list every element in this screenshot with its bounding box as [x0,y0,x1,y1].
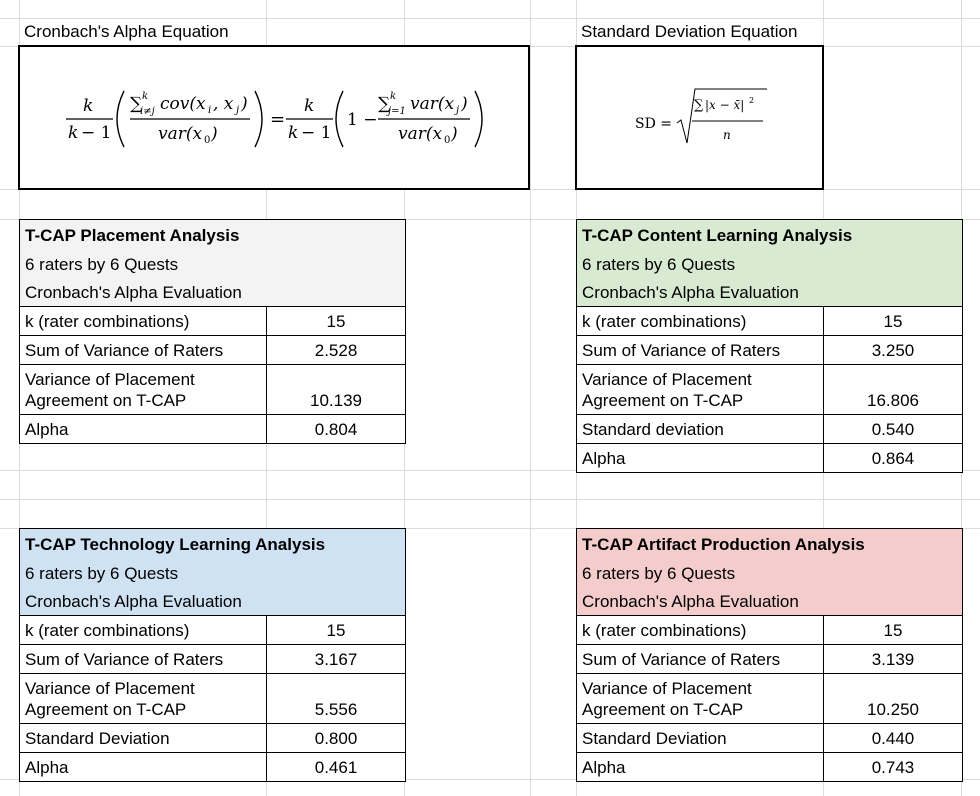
svg-text:=: = [270,109,286,130]
row-label: Standard Deviation [577,724,824,753]
svg-text:cov(x: cov(x [160,94,206,114]
svg-text:k: k [304,96,315,116]
row-value: 10.139 [267,365,406,415]
row-label-line1: Variance of Placement [25,370,195,389]
svg-text:): ) [461,94,468,114]
row-value: 3.139 [824,645,963,674]
svg-text:0: 0 [444,135,451,146]
row-label-line1: Variance of Placement [582,679,752,698]
row-label-line2: Agreement on T-CAP [582,700,744,719]
row-label: Standard Deviation [20,724,267,753]
svg-text:i≠j: i≠j [140,106,155,117]
svg-text:j: j [456,105,460,116]
table-method: Cronbach's Alpha Evaluation [577,278,963,307]
row-value: 0.540 [824,415,963,444]
svg-text:0: 0 [204,135,211,146]
row-label: Sum of Variance of Raters [20,336,267,365]
svg-text:∑: ∑ [130,94,143,114]
row-label [20,674,267,724]
table-method: Cronbach's Alpha Evaluation [20,587,406,616]
row-label: k (rater combinations) [20,307,267,336]
svg-text:k: k [288,123,299,143]
svg-text:− 1: − 1 [81,123,112,143]
row-label: k (rater combinations) [577,616,824,645]
row-value: 15 [824,307,963,336]
svg-text:var(x: var(x [398,124,443,144]
table-subtitle: 6 raters by 6 Quests [577,249,963,278]
row-value: 15 [267,307,406,336]
table-title: T-CAP Content Learning Analysis [577,220,963,249]
svg-text:): ) [451,124,458,144]
row-label: Alpha [577,753,824,782]
row-value: 0.800 [267,724,406,753]
svg-text:k: k [83,96,94,116]
svg-text:j=1: j=1 [388,106,406,117]
svg-text:k: k [68,123,79,143]
sd-equation-image [575,45,824,190]
svg-text:): ) [241,94,248,114]
row-label: Sum of Variance of Raters [577,645,824,674]
table-method: Cronbach's Alpha Evaluation [20,278,406,307]
svg-text:2: 2 [749,96,755,105]
row-label [20,365,267,415]
row-value: 3.250 [824,336,963,365]
row-label: Alpha [20,415,267,444]
table-title: T-CAP Artifact Production Analysis [577,529,963,558]
technology-analysis-table [19,528,406,782]
svg-text:k: k [142,91,149,102]
row-label: Alpha [20,753,267,782]
svg-text:1 −: 1 − [347,110,378,130]
table-method: Cronbach's Alpha Evaluation [577,587,963,616]
row-label-line2: Agreement on T-CAP [25,700,187,719]
table-title: T-CAP Technology Learning Analysis [20,529,406,558]
svg-text:n: n [723,128,731,142]
sd-caption: Standard Deviation Equation [581,22,798,41]
placement-analysis-table [19,219,406,444]
row-value: 3.167 [267,645,406,674]
row-label [577,674,824,724]
svg-text:j: j [236,105,240,116]
cronbach-caption: Cronbach's Alpha Equation [24,22,229,41]
row-value: 15 [824,616,963,645]
row-value: 0.461 [267,753,406,782]
content-analysis-table [576,219,963,473]
cronbach-equation-image [18,45,530,190]
table-subtitle: 6 raters by 6 Quests [577,558,963,587]
svg-text:var(x: var(x [410,94,455,114]
row-label-line1: Variance of Placement [582,370,752,389]
table-subtitle: 6 raters by 6 Quests [20,558,406,587]
row-value: 5.556 [267,674,406,724]
svg-text:− 1: − 1 [301,123,332,143]
svg-text:|x − x̄|: |x − x̄| [705,98,745,112]
svg-text:∑: ∑ [378,94,391,114]
svg-text:SD =: SD = [635,116,672,132]
svg-text:k: k [390,91,397,102]
svg-text:): ) [211,124,218,144]
row-value: 10.250 [824,674,963,724]
svg-text:var(x: var(x [158,124,203,144]
svg-text:, x: , x [213,94,234,114]
row-label: Sum of Variance of Raters [20,645,267,674]
row-value: 15 [267,616,406,645]
row-value: 16.806 [824,365,963,415]
row-value: 0.440 [824,724,963,753]
row-value: 2.528 [267,336,406,365]
row-label-line2: Agreement on T-CAP [25,391,187,410]
row-value: 0.864 [824,444,963,473]
row-label: k (rater combinations) [20,616,267,645]
row-label: Standard deviation [577,415,824,444]
svg-text:∑: ∑ [694,98,704,113]
row-label [577,365,824,415]
table-subtitle: 6 raters by 6 Quests [20,249,406,278]
row-label: k (rater combinations) [577,307,824,336]
row-value: 0.743 [824,753,963,782]
table-title: T-CAP Placement Analysis [20,220,406,249]
svg-text:i: i [208,105,212,116]
row-label-line1: Variance of Placement [25,679,195,698]
artifact-analysis-table [576,528,963,782]
row-label-line2: Agreement on T-CAP [582,391,744,410]
row-label: Sum of Variance of Raters [577,336,824,365]
row-label: Alpha [577,444,824,473]
row-value: 0.804 [267,415,406,444]
